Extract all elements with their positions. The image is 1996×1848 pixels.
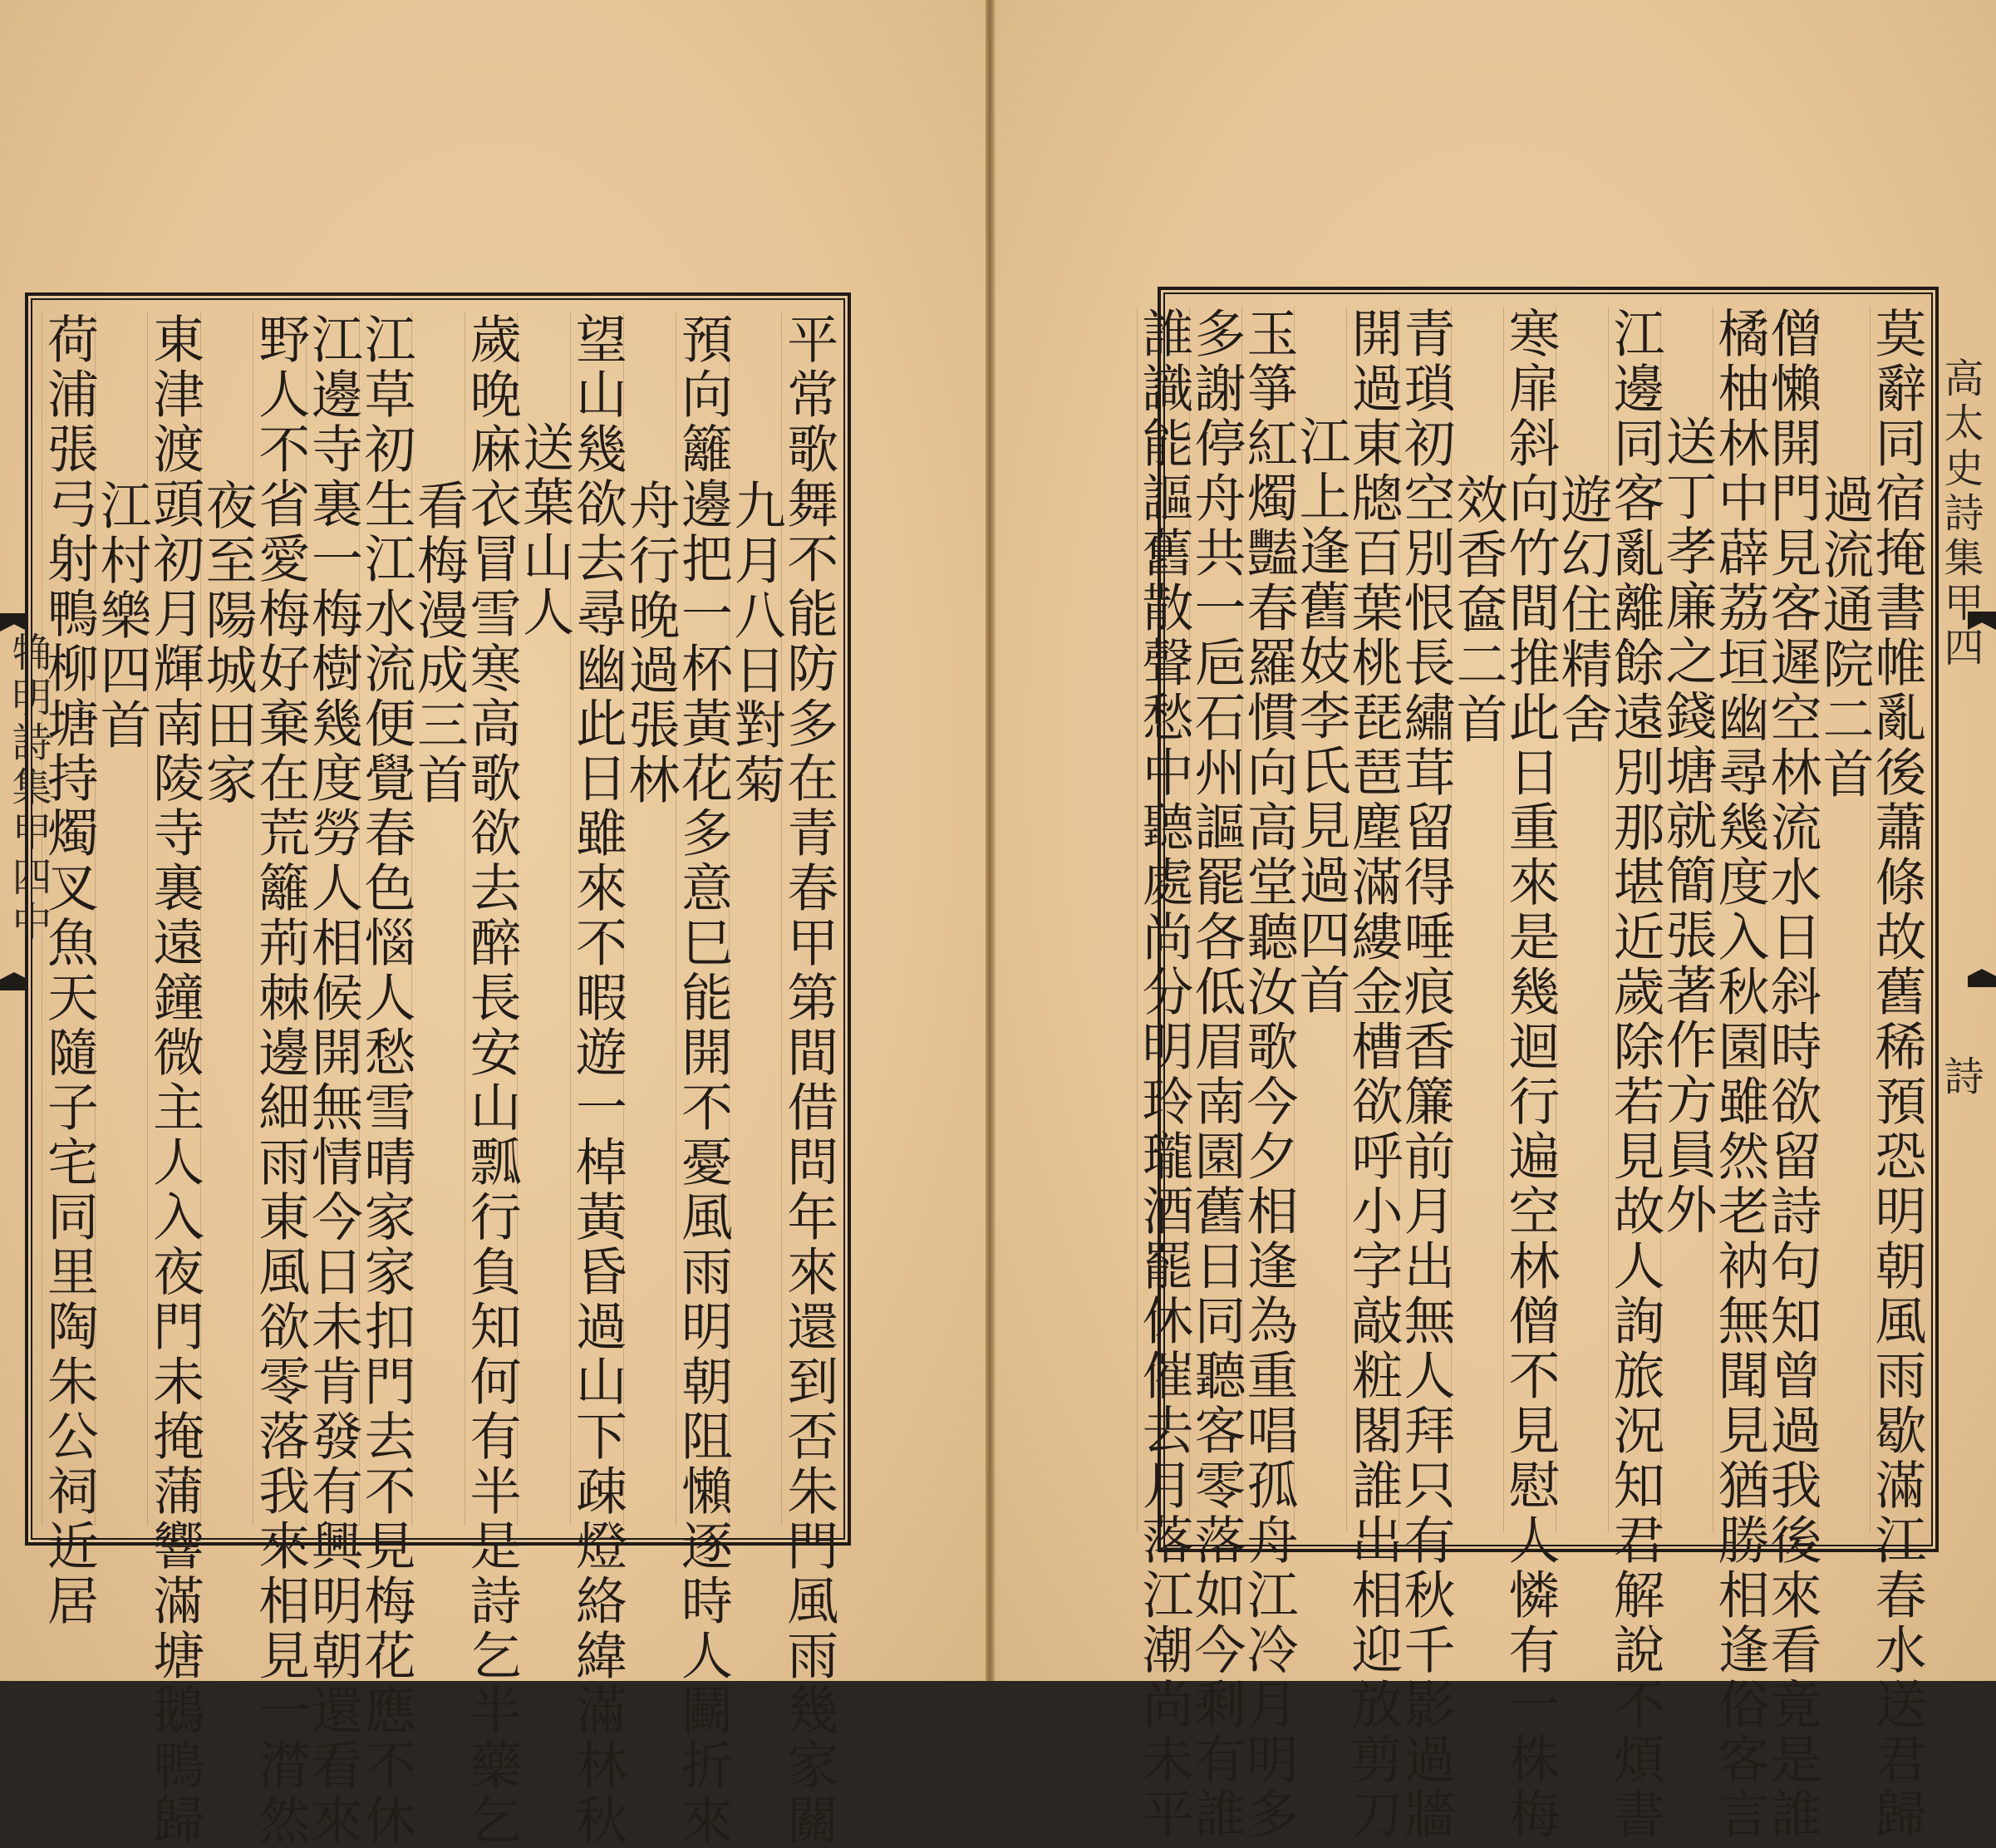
poem-line-column (672, 312, 734, 1848)
poem-line-column (302, 312, 364, 1848)
poem-line-column (1605, 307, 1665, 1842)
poem-title-column (1448, 307, 1508, 1532)
poem-line-text: 玉箏紅燭豔春羅慣向高堂聽汝歌今夕相逢為重唱孤舟江冷月明多 (1238, 307, 1299, 1842)
poem-line-column (461, 312, 523, 1848)
poem-title-column (1291, 307, 1351, 1532)
fishtail-bottom-mark (0, 972, 28, 990)
right-page (994, 0, 1996, 1842)
poem-title-text: 效香奩二首 (1448, 473, 1508, 747)
right-margin-title: 高太史詩集甲四 (1937, 357, 1984, 671)
poem-title-column (1552, 307, 1613, 1532)
poem-line-text: 東津渡頭初月輝南陵寺裏遠鐘微主人入夜門未掩蒲響滿塘鵝鴨歸 (144, 312, 205, 1848)
poem-title-column (619, 312, 681, 1526)
poem-line-column (1762, 307, 1822, 1842)
poem-line-text: 江邊寺裏一梅樹幾度勞人相候開無情今日未肯發有興明朝還看來 (302, 312, 364, 1848)
poem-line-text: 望山幾欲去尋幽此日雖來不暇遊一棹黃昏過山下疎燈絡緯滿林秋 (567, 312, 628, 1848)
poem-line-text: 江邊同客亂離餘遠別那堪近歲除若見故人詢旅況知君解說不煩書 (1605, 307, 1665, 1842)
right-text-frame (1133, 287, 1939, 1842)
poem-line-column (1866, 307, 1927, 1842)
book-spine (986, 0, 994, 1681)
poem-title-column (725, 312, 787, 1526)
poem-line-text: 僧懶開門見客遲空林流水日斜時欲留詩句知曾過我後來看竟是誰 (1762, 307, 1822, 1842)
poem-line-text: 誰識能謳舊散聲愁中聽處尚分明玲瓏酒罷休催去月落江潮尚未平 (1133, 307, 1194, 1842)
poem-line-text: 青瑣初空別恨長繡茸留得唾痕香簾前月出無人拜只有秋千影過牆 (1395, 307, 1456, 1842)
poem-title-text: 江上逢舊妓李氏見過四首 (1291, 415, 1351, 1018)
poem-title-text: 舟行晚過張林 (619, 479, 681, 808)
poem-line-column (1343, 307, 1404, 1842)
poem-title-text: 遊幻住精舍 (1552, 473, 1613, 747)
left-text-frame (25, 292, 851, 1848)
poem-title-text: 夜至陽城田家 (197, 479, 258, 808)
poem-title-column (408, 312, 470, 1526)
right-text-block (1133, 307, 1927, 1842)
poem-line-text: 荷浦張弓射鴨柳塘持燭叉魚天隨子宅同里陶朱公祠近居 (38, 312, 100, 1629)
poem-title-column (1657, 307, 1718, 1532)
poem-line-column (778, 312, 839, 1848)
poem-title-column (197, 312, 258, 1526)
fishtail-bottom-mark (1968, 969, 1996, 987)
poem-title-column (91, 312, 152, 1526)
poem-line-column (1238, 307, 1299, 1842)
fishtail-top-mark (0, 613, 28, 632)
poem-line-text: 野人不省愛梅好棄在荒籬荊棘邊細雨東風欲零落我來相見一潸然 (249, 312, 311, 1848)
poem-title-text: 過流通院二首 (1814, 473, 1875, 802)
poem-title-text: 九月八日對菊 (725, 479, 787, 808)
poem-line-text: 開過東牕百葉桃琵琶塵滿縷金槽欲呼小字敲粧閣誰出相迎放剪刀 (1343, 307, 1404, 1842)
poem-line-column (1395, 307, 1456, 1842)
poem-line-column (567, 312, 628, 1848)
poem-line-column (355, 312, 416, 1848)
poem-line-column (1186, 307, 1246, 1842)
poem-line-text: 多謝停舟共一巵石州謳罷各低眉南園舊日同聽客零落如今剩有誰 (1186, 307, 1246, 1842)
poem-line-text: 預向籬邊把一杯黃花多意巳能開不憂風雨明朝阻懶逐時人鬬折來 (672, 312, 734, 1848)
poem-line-text: 平常歌舞不能防多在青春甲第間借問年來還到否朱門風雨幾家關 (778, 312, 839, 1848)
right-margin-label: 詩 (1937, 1055, 1984, 1100)
poem-line-text: 江草初生江水流便覺春色惱人愁雪晴家家扣門去不見梅花應不休 (355, 312, 416, 1848)
poem-title-text: 看梅漫成三首 (408, 479, 470, 808)
poem-line-column (38, 312, 100, 1629)
poem-line-text: 莫辭同宿掩書帷亂後蕭條故舊稀預恐明朝風雨歇滿江春水送君歸 (1866, 307, 1927, 1842)
poem-line-column (1500, 307, 1561, 1842)
poem-line-text: 寒扉斜向竹間推此日重來是幾迴行遍空林僧不見慰人憐有一株梅 (1500, 307, 1561, 1842)
left-margin-title: 觕明詩集甲四中 (5, 632, 52, 946)
poem-line-column (144, 312, 205, 1848)
left-text-block (38, 312, 839, 1848)
poem-title-text: 送丁孝廉之錢塘就簡張著作方員外 (1657, 415, 1718, 1237)
poem-line-column (249, 312, 311, 1848)
poem-title-column (514, 312, 575, 1526)
poem-title-text: 送葉山人 (514, 420, 575, 640)
poem-line-text: 歲晚麻衣冒雪寒高歌欲去醉長安山瓢行負知何有半是詩乞半藥乞 (461, 312, 523, 1848)
poem-line-column (1133, 307, 1194, 1842)
poem-title-column (1814, 307, 1875, 1532)
poem-title-text: 江村樂四首 (91, 479, 152, 753)
left-page (0, 0, 987, 1848)
poem-line-column (1709, 307, 1770, 1842)
poem-line-text: 橘柚林中薜荔垣幽尋幾度入秋園雖然老衲無聞見猶勝相逢俗客言 (1709, 307, 1770, 1842)
